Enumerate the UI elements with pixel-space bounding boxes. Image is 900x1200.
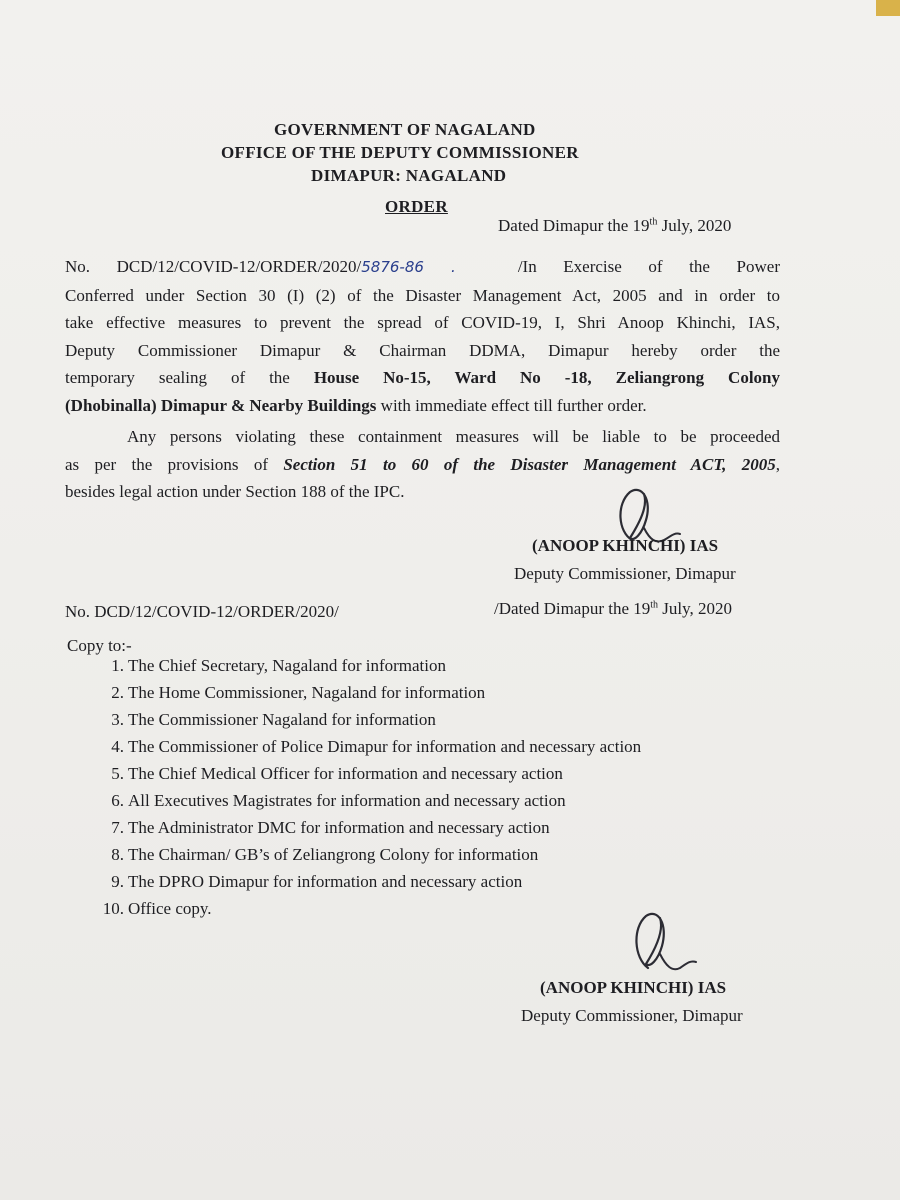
- order-line-3: take effective measures to prevent the spread of COVID-19, I, Shri Anoop Khinchi, IAS,: [65, 313, 780, 332]
- list-item: 8. The Chairman/ GB’s of Zeliangrong Colony for information: [111, 845, 539, 864]
- signatory-name-1: (ANOOP KHINCHI) IAS: [532, 536, 719, 555]
- list-item: 4. The Commissioner of Police Dimapur for information and necessary action: [111, 737, 642, 756]
- order-line-2: Conferred under Section 30 (I) (2) of the Disaster Management Act, 2005 and in order to: [65, 285, 780, 305]
- header-location: DIMAPUR: NAGALAND: [311, 166, 507, 185]
- order-title: ORDER: [385, 197, 448, 216]
- violation-line-1: Any persons violating these containment measures will be liable to be proceeded: [127, 427, 780, 446]
- signatory-name-2: (ANOOP KHINCHI) IAS: [540, 978, 727, 997]
- order-paragraph: [65, 253, 780, 419]
- list-item: 2. The Home Commissioner, Nagaland for information: [111, 683, 486, 702]
- list-item: 6. All Executives Magistrates for information and necessary action: [111, 791, 566, 810]
- copy-order-date: /Dated Dimapur the 19th July, 2020: [494, 599, 733, 618]
- order-line-5: temporary sealing of the House No-15, Ward No -18, Zeliangrong Colony: [65, 368, 780, 387]
- copy-order-number: No. DCD/12/COVID-12/ORDER/2020/: [65, 602, 339, 621]
- list-item: 1. The Chief Secretary, Nagaland for information: [111, 656, 446, 675]
- header-office: OFFICE OF THE DEPUTY COMMISSIONER: [221, 143, 579, 162]
- list-item: 10. Office copy.: [102, 899, 212, 918]
- violation-line-3: besides legal action under Section 188 of the IPC.: [65, 482, 405, 501]
- signatory-designation-2: Deputy Commissioner, Dimapur: [521, 1006, 743, 1025]
- header-government: GOVERNMENT OF NAGALAND: [274, 120, 536, 139]
- list-item: 5. The Chief Medical Officer for information and necessary action: [111, 764, 563, 783]
- order-line-4: Deputy Commissioner Dimapur & Chairman DDMA, Dimapur hereby order the: [65, 340, 780, 360]
- violation-line-2: as per the provisions of Section 51 to 60 of the Disaster Management ACT, 2005,: [65, 454, 780, 474]
- order-line-6: (Dhobinalla) Dimapur & Nearby Buildings with immediate effect till further order.: [65, 395, 647, 415]
- list-item: 9. The DPRO Dimapur for information and necessary action: [111, 872, 523, 891]
- signatory-designation-1: Deputy Commissioner, Dimapur: [514, 564, 736, 583]
- copy-to-label: Copy to:-: [67, 636, 132, 655]
- recipients-list: [88, 652, 641, 922]
- list-item: 7. The Administrator DMC for information and necessary action: [111, 818, 550, 837]
- handwritten-number: 5876-86 .: [361, 258, 456, 276]
- list-item: 3. The Commissioner Nagaland for information: [111, 710, 436, 729]
- corner-tab: [876, 0, 900, 16]
- order-date: Dated Dimapur the 19th July, 2020: [498, 216, 732, 235]
- order-line-1: No. DCD/12/COVID-12/ORDER/2020/5876-86 . /In Exercise of the Power: [65, 257, 780, 276]
